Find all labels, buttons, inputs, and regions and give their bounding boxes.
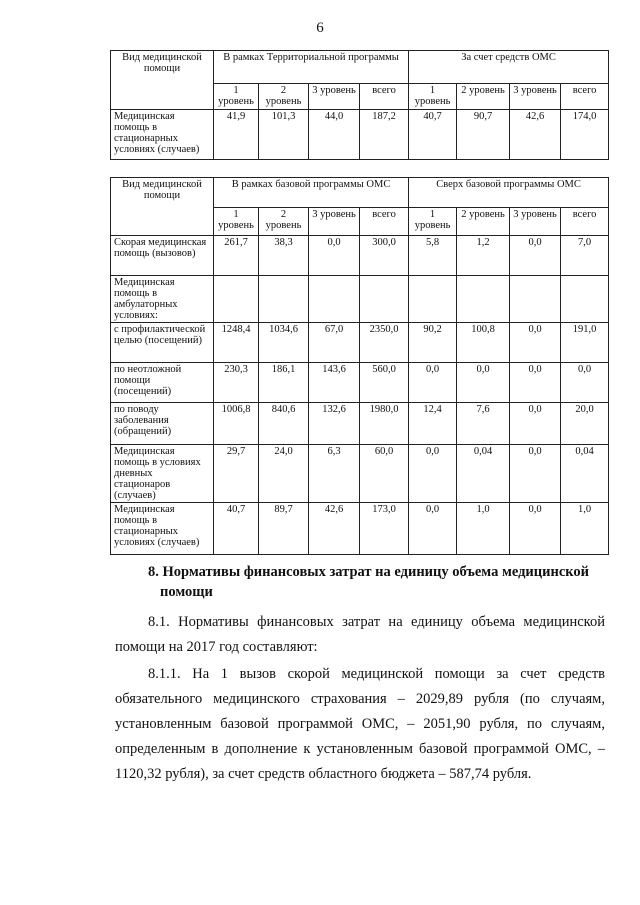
cell: 300,0 xyxy=(360,236,409,276)
table-territorial-program xyxy=(110,50,609,160)
cell: 41,9 xyxy=(214,110,259,160)
cell: 191,0 xyxy=(561,323,609,363)
cell: 1,0 xyxy=(561,503,609,555)
cell: 0,0 xyxy=(510,403,561,445)
cell xyxy=(457,276,510,323)
cell: 67,0 xyxy=(309,323,360,363)
cell: 100,8 xyxy=(457,323,510,363)
cell: 7,0 xyxy=(561,236,609,276)
table1-group-a: В рамках Территориальной программы xyxy=(214,51,409,84)
table-row xyxy=(111,276,609,323)
cell: 1,0 xyxy=(457,503,510,555)
cell: 143,6 xyxy=(309,363,360,403)
table1-level: 3 уровень xyxy=(510,84,561,110)
cell: 840,6 xyxy=(259,403,309,445)
table1-level: 2 уровень xyxy=(259,84,309,110)
cell: 44,0 xyxy=(309,110,360,160)
cell: 60,0 xyxy=(360,445,409,503)
cell: 1034,6 xyxy=(259,323,309,363)
cell: 7,6 xyxy=(457,403,510,445)
row-label: по неотложной помощи (посещений) xyxy=(111,363,214,403)
table-row xyxy=(111,236,609,276)
row-label: Медицинская помощь в стационарных условиях (случаев) xyxy=(111,503,214,555)
cell xyxy=(409,276,457,323)
cell: 0,0 xyxy=(309,236,360,276)
cell xyxy=(214,276,259,323)
cell: 12,4 xyxy=(409,403,457,445)
table-row xyxy=(111,323,609,363)
cell: 0,0 xyxy=(510,503,561,555)
table2-col-head: Вид медицинской помощи xyxy=(111,178,214,236)
cell: 29,7 xyxy=(214,445,259,503)
table2-level: всего xyxy=(561,208,609,236)
cell: 1248,4 xyxy=(214,323,259,363)
table2-level: 3 уровень xyxy=(510,208,561,236)
table1-col-head: Вид медицинской помощи xyxy=(111,51,214,110)
table1-group-b: За счет средств ОМС xyxy=(409,51,609,84)
cell: 90,7 xyxy=(457,110,510,160)
cell: 0,0 xyxy=(510,445,561,503)
cell: 0,0 xyxy=(510,363,561,403)
cell: 1,2 xyxy=(457,236,510,276)
table2-group-b: Сверх базовой программы ОМС xyxy=(409,178,609,208)
row-label: Медицинская помощь в амбулаторных условиях: xyxy=(111,276,214,323)
paragraph-8-1-1: 8.1.1. На 1 вызов скорой медицинской помощи за счет средств обязательного медицинского страхования – 2029,89 рубля (по случаям, установленным базовой программой ОМС, – 2051,90 рубля, по случаям, определенным в дополнение к установленным базовой программой ОМС, – 1120,32 рубля), за счет средств областного бюджета – 587,74 рубля. xyxy=(115,666,605,782)
cell: 89,7 xyxy=(259,503,309,555)
table2-group-a: В рамках базовой программы ОМС xyxy=(214,178,409,208)
cell: 0,04 xyxy=(457,445,510,503)
cell: 5,8 xyxy=(409,236,457,276)
cell: 0,0 xyxy=(510,323,561,363)
cell: 1980,0 xyxy=(360,403,409,445)
page-number: 6 xyxy=(316,20,324,36)
table2-level: 2 уровень xyxy=(259,208,309,236)
cell: 0,0 xyxy=(409,363,457,403)
table2-level: всего xyxy=(360,208,409,236)
table1-level: 2 уровень xyxy=(457,84,510,110)
section-heading: 8. Нормативы финансовых затрат на единицу объема медицинской помощи xyxy=(148,564,590,600)
table-row xyxy=(111,503,609,555)
cell: 132,6 xyxy=(309,403,360,445)
table1-level: 3 уровень xyxy=(309,84,360,110)
paragraph-8-1: 8.1. Нормативы финансовых затрат на единицу объема медицинской помощи на 2017 год составляют: xyxy=(115,614,605,655)
cell: 0,0 xyxy=(561,363,609,403)
cell: 173,0 xyxy=(360,503,409,555)
table1-level: 1 уровень xyxy=(214,84,259,110)
cell: 174,0 xyxy=(561,110,609,160)
cell: 0,0 xyxy=(409,445,457,503)
table2-level: 1 уровень xyxy=(214,208,259,236)
cell: 0,0 xyxy=(409,503,457,555)
row-label: с профилактической целью (посещений) xyxy=(111,323,214,363)
row-label: Медицинская помощь в стационарных условиях (случаев) xyxy=(111,110,214,160)
table-row xyxy=(111,445,609,503)
cell: 6,3 xyxy=(309,445,360,503)
cell: 0,0 xyxy=(457,363,510,403)
row-label: Медицинская помощь в условиях дневных стационаров (случаев) xyxy=(111,445,214,503)
table1-level: 1 уровень xyxy=(409,84,457,110)
cell: 0,04 xyxy=(561,445,609,503)
table-base-program xyxy=(110,177,609,555)
cell: 101,3 xyxy=(259,110,309,160)
cell: 20,0 xyxy=(561,403,609,445)
cell: 90,2 xyxy=(409,323,457,363)
cell xyxy=(360,276,409,323)
table2-level: 2 уровень xyxy=(457,208,510,236)
cell: 24,0 xyxy=(259,445,309,503)
table-row xyxy=(111,110,609,160)
cell: 2350,0 xyxy=(360,323,409,363)
cell: 560,0 xyxy=(360,363,409,403)
cell: 42,6 xyxy=(309,503,360,555)
cell xyxy=(510,276,561,323)
cell xyxy=(309,276,360,323)
cell xyxy=(259,276,309,323)
row-label: по поводу заболевания (обращений) xyxy=(111,403,214,445)
cell: 230,3 xyxy=(214,363,259,403)
cell: 187,2 xyxy=(360,110,409,160)
table-row xyxy=(111,403,609,445)
cell xyxy=(561,276,609,323)
row-label: Скорая медицинская помощь (вызовов) xyxy=(111,236,214,276)
table-row xyxy=(111,363,609,403)
cell: 42,6 xyxy=(510,110,561,160)
cell: 40,7 xyxy=(214,503,259,555)
table1-level: всего xyxy=(360,84,409,110)
cell: 1006,8 xyxy=(214,403,259,445)
cell: 40,7 xyxy=(409,110,457,160)
table1-level: всего xyxy=(561,84,609,110)
cell: 38,3 xyxy=(259,236,309,276)
cell: 186,1 xyxy=(259,363,309,403)
cell: 261,7 xyxy=(214,236,259,276)
cell: 0,0 xyxy=(510,236,561,276)
table2-level: 1 уровень xyxy=(409,208,457,236)
table2-level: 3 уровень xyxy=(309,208,360,236)
